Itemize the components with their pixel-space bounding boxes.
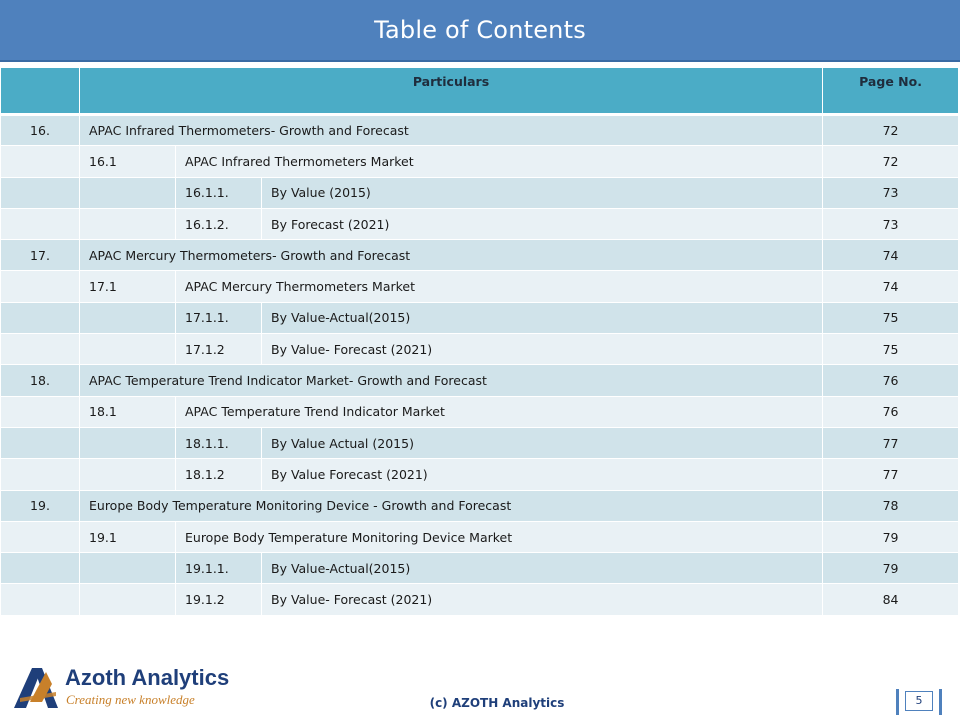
subsection-number: 19.1 xyxy=(80,521,176,552)
page-number-cell: 76 xyxy=(823,396,959,427)
empty-cell xyxy=(80,553,176,584)
page-number-badge xyxy=(896,689,942,715)
item-title: By Value-Actual(2015) xyxy=(262,302,823,333)
page-number-cell: 74 xyxy=(823,240,959,271)
page-number-cell: 79 xyxy=(823,553,959,584)
table-row xyxy=(1,521,959,552)
page-number-cell: 77 xyxy=(823,427,959,458)
page-number-cell: 74 xyxy=(823,271,959,302)
table-row xyxy=(1,240,959,271)
page-number-cell: 72 xyxy=(823,115,959,146)
table-row xyxy=(1,490,959,521)
table-row xyxy=(1,115,959,146)
contents-table xyxy=(0,67,959,616)
header-page-no: Page No. xyxy=(823,68,959,115)
empty-cell xyxy=(1,459,80,490)
item-number: 16.1.1. xyxy=(176,177,262,208)
empty-cell xyxy=(1,553,80,584)
subsection-number: 17.1 xyxy=(80,271,176,302)
item-number: 19.1.1. xyxy=(176,553,262,584)
table-row xyxy=(1,208,959,239)
section-number: 19. xyxy=(1,490,80,521)
subsection-title: APAC Mercury Thermometers Market xyxy=(176,271,823,302)
table-row xyxy=(1,365,959,396)
section-title: APAC Mercury Thermometers- Growth and Forecast xyxy=(80,240,823,271)
subsection-title: APAC Temperature Trend Indicator Market xyxy=(176,396,823,427)
copyright-text: (c) AZOTH Analytics xyxy=(429,696,565,710)
empty-cell xyxy=(1,584,80,615)
table-header-row xyxy=(1,68,959,115)
item-title: By Value- Forecast (2021) xyxy=(262,334,823,365)
item-title: By Value Forecast (2021) xyxy=(262,459,823,490)
empty-cell xyxy=(1,302,80,333)
table-row xyxy=(1,334,959,365)
page-number-cell: 75 xyxy=(823,302,959,333)
header-particulars: Particulars xyxy=(80,68,823,115)
empty-cell xyxy=(1,146,80,177)
page-number-cell: 75 xyxy=(823,334,959,365)
empty-cell xyxy=(1,396,80,427)
empty-cell xyxy=(80,427,176,458)
item-number: 17.1.2 xyxy=(176,334,262,365)
item-number: 18.1.2 xyxy=(176,459,262,490)
table-row xyxy=(1,427,959,458)
item-title: By Value (2015) xyxy=(262,177,823,208)
empty-cell xyxy=(1,271,80,302)
empty-cell xyxy=(80,334,176,365)
empty-cell xyxy=(1,177,80,208)
table-row xyxy=(1,584,959,615)
item-title: By Value-Actual(2015) xyxy=(262,553,823,584)
item-number: 16.1.2. xyxy=(176,208,262,239)
subsection-number: 16.1 xyxy=(80,146,176,177)
page-number-cell: 84 xyxy=(823,584,959,615)
table-row xyxy=(1,396,959,427)
table-row xyxy=(1,146,959,177)
page-number-cell: 77 xyxy=(823,459,959,490)
section-title: Europe Body Temperature Monitoring Device - Growth and Forecast xyxy=(80,490,823,521)
section-number: 16. xyxy=(1,115,80,146)
item-title: By Forecast (2021) xyxy=(262,208,823,239)
logo-tagline: Creating new knowledge xyxy=(66,692,195,707)
item-number: 17.1.1. xyxy=(176,302,262,333)
section-number: 18. xyxy=(1,365,80,396)
item-number: 18.1.1. xyxy=(176,427,262,458)
subsection-number: 18.1 xyxy=(80,396,176,427)
item-title: By Value- Forecast (2021) xyxy=(262,584,823,615)
title-bar xyxy=(0,0,960,62)
logo-name: Azoth Analytics xyxy=(65,665,230,690)
table-row xyxy=(1,177,959,208)
page-number-cell: 73 xyxy=(823,177,959,208)
page-number-cell: 78 xyxy=(823,490,959,521)
page-title: Table of Contents xyxy=(374,16,586,44)
subsection-title: APAC Infrared Thermometers Market xyxy=(176,146,823,177)
table-row xyxy=(1,459,959,490)
page-number-cell: 76 xyxy=(823,365,959,396)
section-title: APAC Temperature Trend Indicator Market- Growth and Forecast xyxy=(80,365,823,396)
subsection-title: Europe Body Temperature Monitoring Device Market xyxy=(176,521,823,552)
item-number: 19.1.2 xyxy=(176,584,262,615)
item-title: By Value Actual (2015) xyxy=(262,427,823,458)
table-row xyxy=(1,302,959,333)
page-number-cell: 72 xyxy=(823,146,959,177)
empty-cell xyxy=(80,208,176,239)
section-title: APAC Infrared Thermometers- Growth and Forecast xyxy=(80,115,823,146)
page-number: 5 xyxy=(905,691,933,711)
empty-cell xyxy=(80,302,176,333)
empty-cell xyxy=(80,177,176,208)
page-number-cell: 73 xyxy=(823,208,959,239)
empty-cell xyxy=(1,521,80,552)
contents-table-body xyxy=(1,115,959,616)
section-number: 17. xyxy=(1,240,80,271)
empty-cell xyxy=(1,208,80,239)
header-blank-cell xyxy=(1,68,80,115)
table-row xyxy=(1,271,959,302)
empty-cell xyxy=(1,334,80,365)
empty-cell xyxy=(1,427,80,458)
page-number-cell: 79 xyxy=(823,521,959,552)
table-row xyxy=(1,553,959,584)
empty-cell xyxy=(80,459,176,490)
empty-cell xyxy=(80,584,176,615)
